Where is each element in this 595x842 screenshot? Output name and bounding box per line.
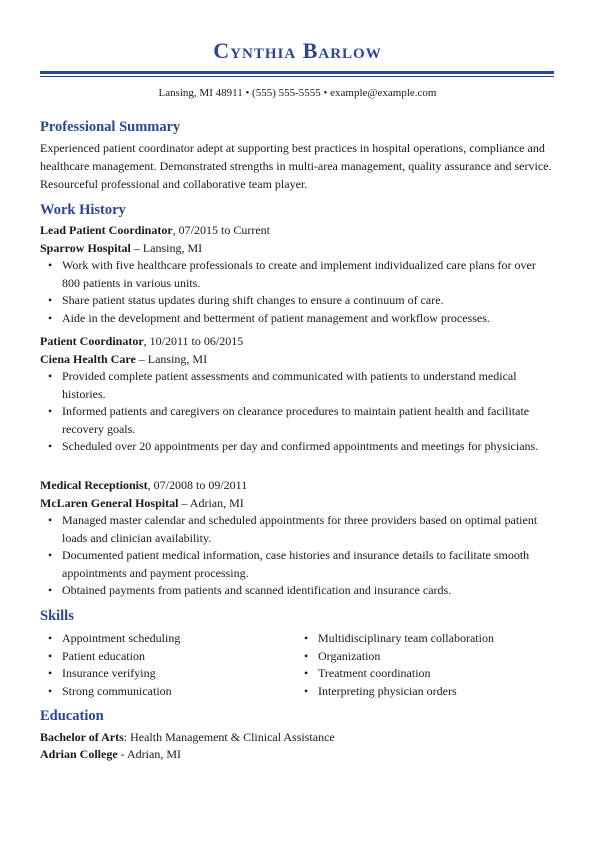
- education-degree: Bachelor of Arts: [40, 730, 124, 744]
- education-school: Adrian College: [40, 747, 118, 761]
- header-rule-thin: [40, 76, 554, 77]
- job-employer: McLaren General Hospital: [40, 495, 179, 510]
- job-title: Patient Coordinator: [40, 334, 144, 348]
- job-employer-line: [40, 351, 555, 369]
- job-employer: Ciena Health Care: [40, 351, 136, 366]
- education-degree-line: [40, 729, 555, 746]
- contact-line: Lansing, MI 48911 • (555) 555-5555 • example@example.com: [158, 87, 437, 99]
- job-location: – Lansing, MI: [135, 351, 208, 366]
- skill-item: • Interpreting physician orders: [296, 683, 555, 701]
- list-item: • Documented patient medical information, case histories and insurance details to facilitate smooth appointments and payment processing.: [40, 547, 555, 582]
- job-title: Lead Patient Coordinator: [40, 223, 173, 237]
- job-dates: , 10/2011 to 06/2015: [143, 334, 244, 348]
- education-school-line: [40, 746, 555, 763]
- section-heading-education: Education: [40, 708, 104, 724]
- list-item: • Aide in the development and betterment of patient management and workflow processes.: [40, 310, 555, 328]
- skill-item: • Organization: [296, 648, 555, 666]
- section-heading-skills: Skills: [40, 608, 74, 624]
- skill-item: • Insurance verifying: [40, 665, 300, 683]
- skill-item: • Strong communication: [40, 683, 300, 701]
- skill-item: • Treatment coordination: [296, 665, 555, 683]
- job-location: – Lansing, MI: [130, 240, 203, 255]
- job-title-line: [40, 333, 555, 351]
- job-entry: [40, 477, 555, 512]
- header-rule-thick: [40, 71, 554, 74]
- job-employer: Sparrow Hospital: [40, 240, 131, 255]
- job-employer-line: [40, 495, 555, 513]
- job-location: – Adrian, MI: [178, 495, 244, 510]
- job-entry: [40, 222, 555, 257]
- skill-item: • Multidisciplinary team collaboration: [296, 630, 555, 648]
- list-item: • Informed patients and caregivers on clearance procedures to maintain patient health and facilitate recovery goals.: [40, 403, 555, 438]
- job-bullets: [40, 368, 555, 456]
- skills-list-right: [296, 630, 555, 700]
- job-title-line: [40, 222, 555, 240]
- summary-text: Experienced patient coordinator adept at supporting best practices in hospital operations, compliance and healthcare management. Demonstrated strengths in multi-area management, quality assurance and service. Resourceful professional and collaborative team player.: [40, 141, 552, 191]
- skill-item: • Patient education: [40, 648, 300, 666]
- job-dates: , 07/2015 to Current: [172, 223, 270, 237]
- candidate-name: Cynthia Barlow: [213, 38, 382, 63]
- job-bullets: [40, 257, 555, 327]
- skill-item: • Appointment scheduling: [40, 630, 300, 648]
- job-title: Medical Receptionist: [40, 478, 148, 492]
- list-item: • Scheduled over 20 appointments per day and confirmed appointments and meetings for physicians.: [40, 438, 555, 456]
- skills-list-left: [40, 630, 300, 700]
- list-item: • Managed master calendar and scheduled appointments for three providers based on optimal patient loads and clinician availability.: [40, 512, 555, 547]
- list-item: • Provided complete patient assessments and communicated with patients to understand medical histories.: [40, 368, 555, 403]
- section-heading-work-history: Work History: [40, 202, 126, 218]
- list-item: • Work with five healthcare professionals to create and implement individualized care plans for over 800 patients in various units.: [40, 257, 555, 292]
- list-item: • Obtained payments from patients and scanned identification and insurance cards.: [40, 582, 555, 600]
- list-item: • Share patient status updates during shift changes to ensure a continuum of care.: [40, 292, 555, 310]
- education-location: - Adrian, MI: [117, 747, 181, 761]
- section-heading-summary: Professional Summary: [40, 119, 181, 135]
- job-title-line: [40, 477, 555, 495]
- job-entry: [40, 333, 555, 368]
- education-entry: [40, 729, 555, 763]
- job-employer-line: [40, 240, 555, 258]
- education-field: : Health Management & Clinical Assistance: [123, 730, 335, 744]
- job-bullets: [40, 512, 555, 600]
- job-dates: , 07/2008 to 09/2011: [147, 478, 248, 492]
